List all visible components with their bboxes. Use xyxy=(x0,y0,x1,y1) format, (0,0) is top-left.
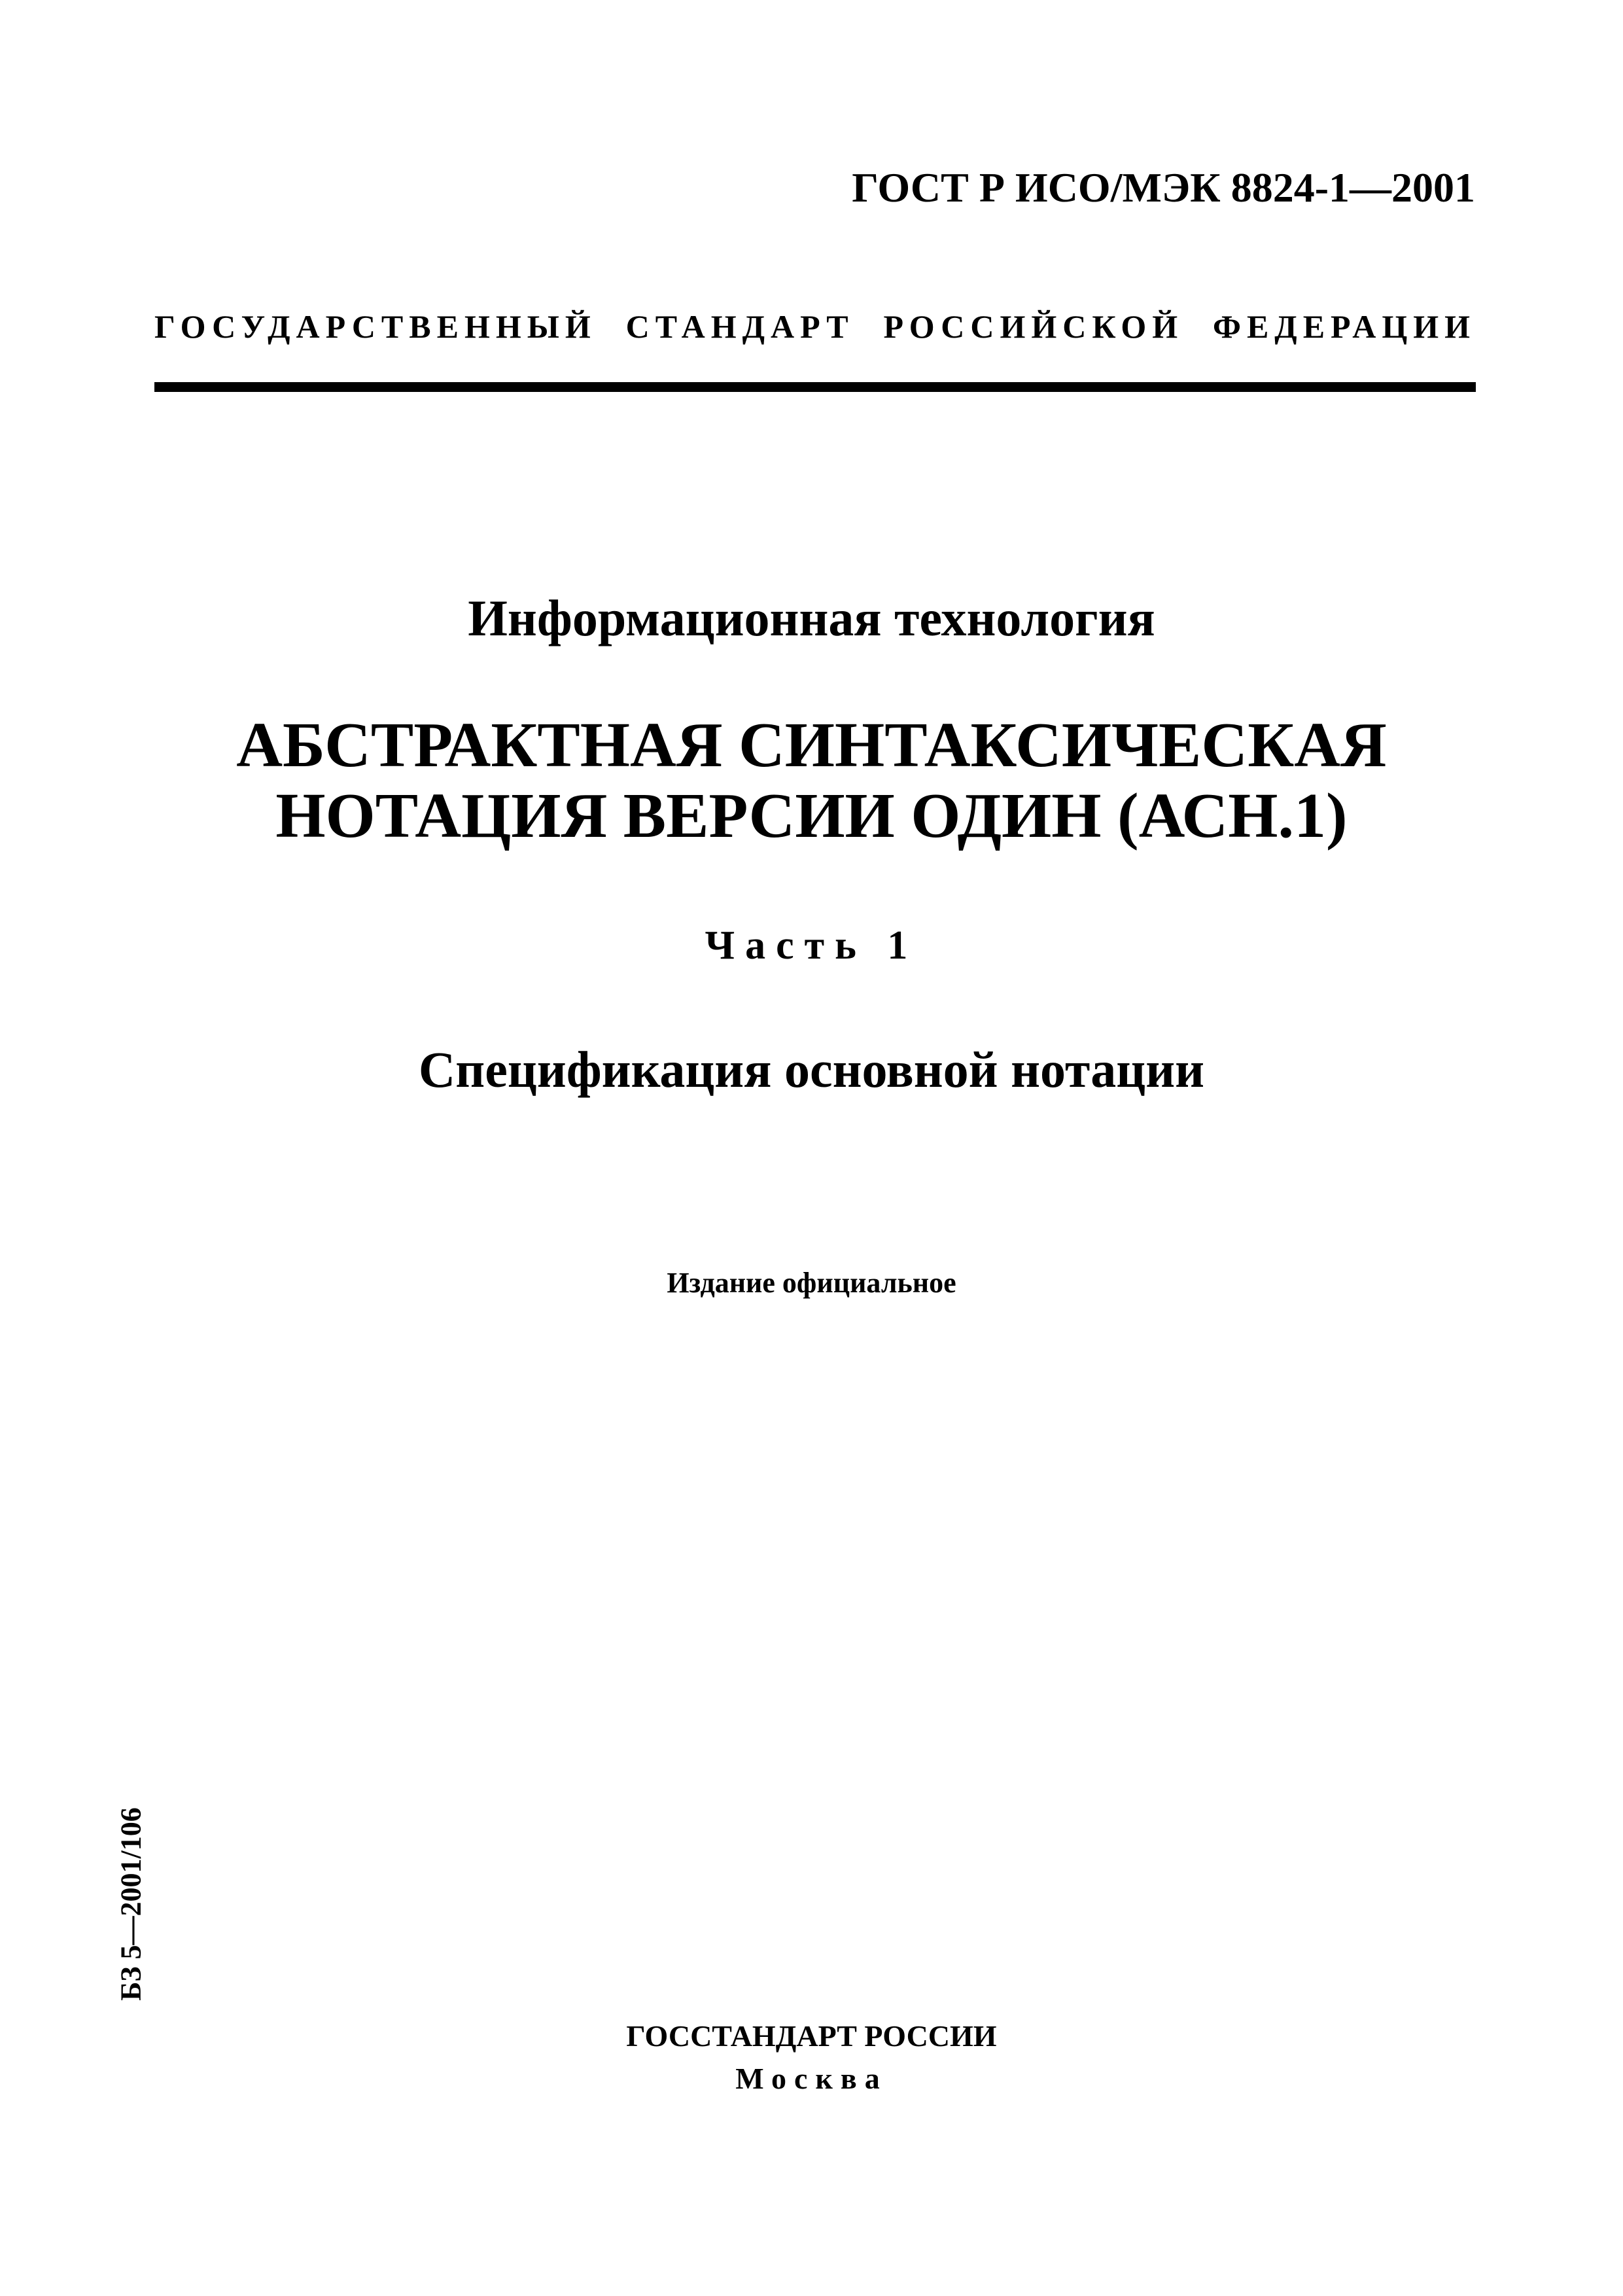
header-rule-divider xyxy=(154,382,1476,392)
subject-title: Информационная технология xyxy=(468,590,1155,646)
main-title xyxy=(0,710,1623,851)
part-title: Спецификация основной нотации xyxy=(418,1041,1205,1098)
main-title-line: НОТАЦИЯ ВЕРСИИ ОДИН (АСН.1) xyxy=(275,781,1348,851)
standard-header-word: ГОСУДАРСТВЕННЫЙ xyxy=(154,308,597,345)
standard-designation: ГОСТ Р ИСО/МЭК 8824-1—2001 xyxy=(852,164,1475,211)
publisher-city: Москва xyxy=(735,2062,888,2095)
side-catalog-code: БЗ 5—2001/106 xyxy=(114,1807,147,2001)
publisher-name: ГОССТАНДАРТ РОССИИ xyxy=(626,2019,997,2053)
standard-header-word: РОССИЙСКОЙ xyxy=(883,308,1184,345)
edition-label: Издание официальное xyxy=(667,1267,956,1299)
standard-header xyxy=(154,308,1476,345)
standard-header-word: СТАНДАРТ xyxy=(625,308,854,345)
standard-header-word: ФЕДЕРАЦИИ xyxy=(1213,308,1476,345)
part-label: Часть 1 xyxy=(705,923,918,968)
main-title-line: АБСТРАКТНАЯ СИНТАКСИЧЕСКАЯ xyxy=(236,710,1387,781)
